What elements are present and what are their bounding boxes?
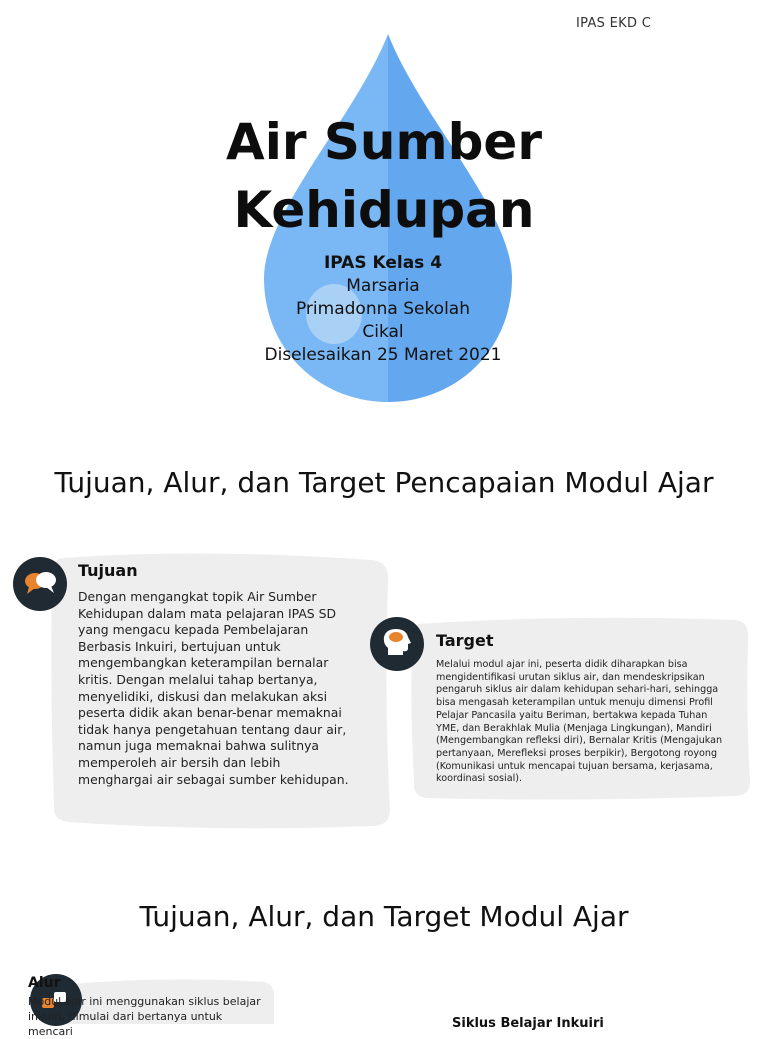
cover-school-line1: Primadonna Sekolah (295, 299, 470, 319)
tujuan-title: Tujuan (78, 561, 138, 580)
cover-title-line2: Kehidupan (233, 181, 535, 239)
tujuan-body: Dengan mengangkat topik Air Sumber Kehidupan dalam mata pelajaran IPAS SD yang mengacu kepada Pembelajaran Berbasis Inkuiri, bertujuan untuk mengembangkan keterampilan bernalar kritis. Dengan melalui tahap bertanya, menyelidiki, diskusi dan melakukan aksi peserta didik akan benar-benar memaknai tidak hanya pengetahuan tentang daur air, namun juga memaknai bahwa sulitnya memperoleh air bersih dan lebih menghargai air sebagai sumber kehidupan. (78, 589, 349, 787)
alur-title: Alur (28, 975, 61, 991)
speech-bubbles-icon (13, 557, 67, 611)
siklus-label: Siklus Belajar Inkuiri (452, 1016, 604, 1031)
cover-completed-date: Diselesaikan 25 Maret 2021 (264, 345, 502, 365)
cover-subject: IPAS Kelas 4 (323, 253, 443, 273)
cover-author: Marsaria (346, 276, 420, 296)
section-heading-1: Tujuan, Alur, dan Target Pencapaian Modul Ajar (54, 466, 714, 499)
section-heading-2: Tujuan, Alur, dan Target Modul Ajar (139, 900, 629, 933)
cover-title (150, 108, 618, 244)
target-title: Target (436, 631, 494, 650)
head-brain-icon (370, 617, 424, 671)
cover-subtitle (200, 252, 566, 367)
alur-body: Modul ajar ini menggunakan siklus belajar inkuiri, dimulai dari bertanya untuk mencari (28, 995, 261, 1038)
cover-school-line2: Cikal (362, 322, 404, 342)
target-body: Melalui modul ajar ini, peserta didik diharapkan bisa mengidentifikasi urutan siklus air, dan mendeskripsikan pengaruh siklus air dalam kehidupan sehari-hari, sehingga bisa mengasah keterampilan untuk menuju dimensi Profil Pelajar Pancasila yaitu Beriman, bertakwa kepada Tuhan YME, dan Berakhlak Mulia (Menjaga Lingkungan), Mandiri (Mengembangkan refleksi diri), Bernalar Kritis (Mengajukan pertanyaan, Merefleksi proses berpikir), Bergotong royong (Komunikasi untuk mencapai tujuan bersama, kerjasama, koordinasi sosial). (436, 659, 723, 785)
corner-tag: IPAS EKD C (576, 16, 652, 31)
target-icon-circle (370, 617, 424, 671)
cover-title-line1: Air Sumber (226, 113, 542, 171)
tujuan-icon-circle (13, 557, 67, 611)
